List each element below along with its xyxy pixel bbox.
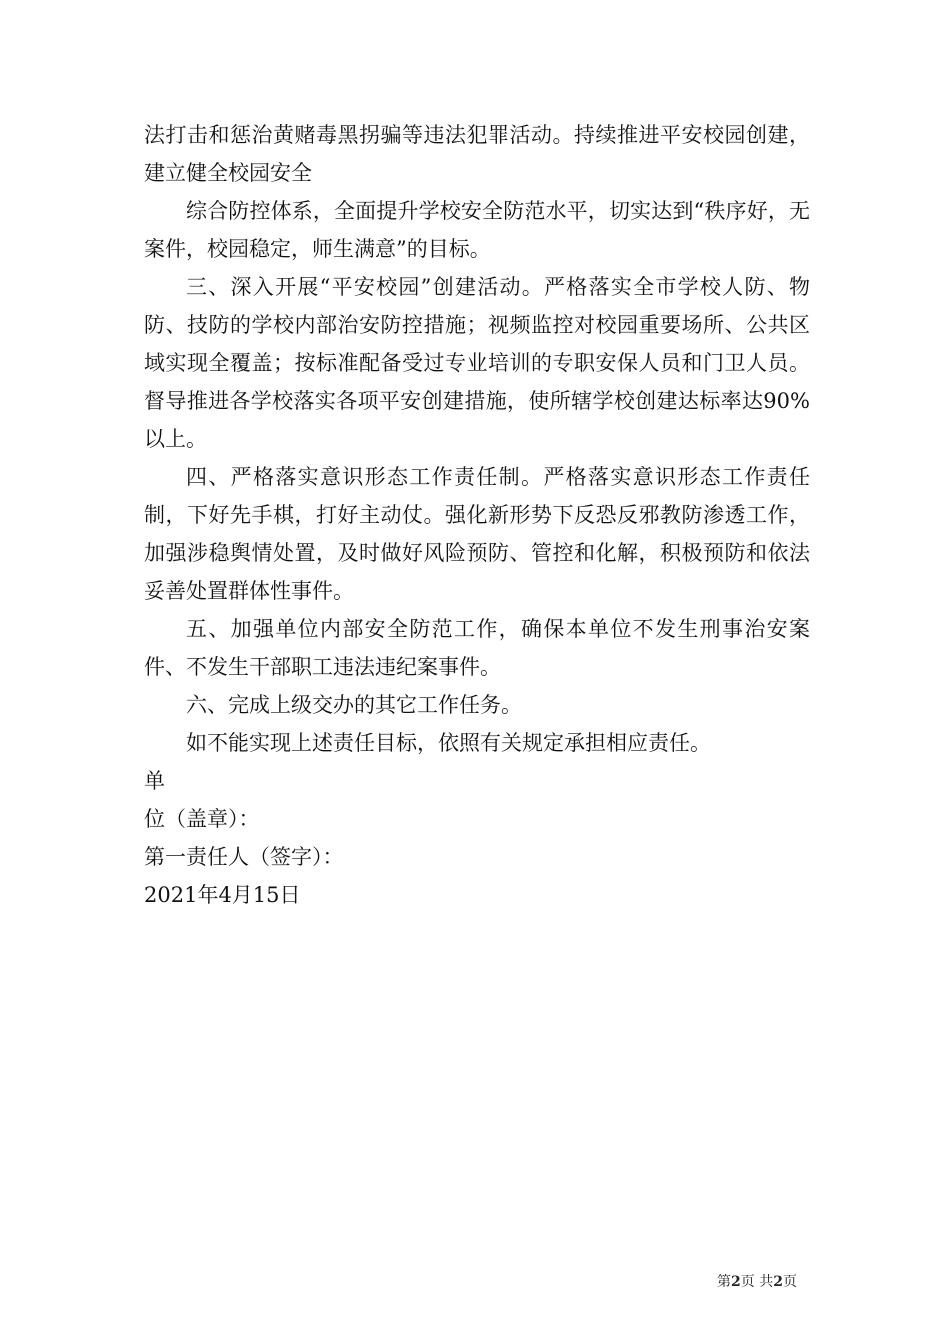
paragraph-comprehensive-prevention: 综合防控体系，全面提升学校安全防范水平，切实达到“秩序好，无案件，校园稳定，师生满意”的目标。 (144, 199, 810, 261)
paragraph-item-six: 六、完成上级交办的其它工作任务。 (186, 693, 522, 717)
paragraph-item-four: 四、严格落实意识形态工作责任制。严格落实意识形态工作责任制，下好先手棋，打好主动仗。强化新形势下反恐反邪教防渗透工作，加强涉稳舆情处置，及时做好风险预防、管控和化解，积极预防和依法妥善处置群体性事件。 (144, 465, 810, 603)
footer-current-page: 2 (731, 1274, 741, 1290)
paragraph-item-five: 五、加强单位内部安全防范工作，确保本单位不发生刑事治安案件、不发生干部职工违法违纪案事件。 (144, 617, 810, 679)
signature-date: 2021年4月15日 (144, 883, 301, 907)
paragraph-item-three: 三、深入开展“平安校园”创建活动。严格落实全市学校人防、物防、技防的学校内部治安防控措施；视频监控对校园重要场所、公共区域实现全覆盖；按标准配备受过专业培训的专职安保人员和门卫人员。督导推进各学校落实各项平安创建措施，使所辖学校创建达标率达90%以上。 (144, 275, 810, 451)
signature-unit-line2: 位（盖章）： (144, 807, 260, 831)
paragraph-liability: 如不能实现上述责任目标，依照有关规定承担相应责任。 (186, 731, 711, 755)
paragraph-continuation: 法打击和惩治黄赌毒黑拐骗等违法犯罪活动。持续推进平安校园创建，建立健全校园安全 (144, 123, 810, 185)
page-number (717, 1273, 797, 1291)
footer-middle: 页 共 (740, 1274, 774, 1290)
signature-responsible-person: 第一责任人（签字）： (144, 845, 344, 869)
signature-unit-line1: 单 (144, 769, 165, 793)
footer-prefix: 第 (717, 1274, 731, 1290)
footer-total-pages: 2 (773, 1274, 783, 1290)
document-body (144, 116, 810, 914)
footer-suffix: 页 (782, 1274, 797, 1290)
